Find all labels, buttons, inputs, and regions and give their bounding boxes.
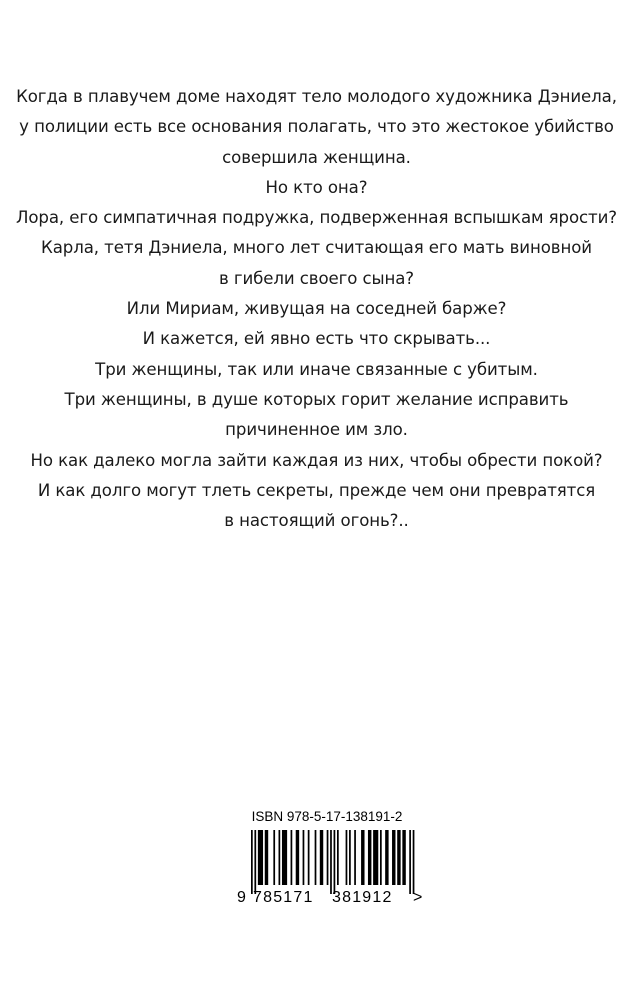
barcode-guard-bar (251, 830, 253, 894)
barcode-guard-bar (330, 830, 332, 894)
blurb-line: Но как далеко могла зайти каждая из них, чтобы обрести покой? (30, 450, 603, 470)
barcode-bar (397, 830, 400, 885)
blurb-line: причиненное им зло. (225, 420, 408, 440)
barcode-bar (373, 830, 378, 885)
barcode-bar (296, 830, 299, 885)
barcode-bar (291, 830, 293, 885)
blurb-line: Когда в плавучем доме находят тело молодого художника Дэниела, (16, 87, 617, 106)
barcode-bar (273, 830, 275, 885)
barcode-bar (265, 830, 268, 885)
barcode-bar (337, 830, 339, 885)
blurb-line: в настоящий огонь?.. (224, 511, 409, 531)
barcode-bar (320, 830, 323, 885)
blurb-line: И кажется, ей явно есть что скрывать... (142, 329, 491, 349)
barcode-bar (279, 830, 281, 885)
blurb-line: Три женщины, в душе которых горит желание исправить (64, 389, 569, 409)
barcode-bar (349, 830, 351, 885)
blurb-line: совершила женщина. (222, 147, 411, 167)
barcode-bar (308, 830, 310, 885)
blurb-line: Но кто она? (265, 177, 368, 197)
blurb-line: Лора, его симпатичная подружка, подверженная вспышкам ярости? (16, 208, 617, 228)
isbn-barcode (237, 808, 427, 913)
barcode-bar (385, 830, 388, 885)
blurb-line: у полиции есть все основания полагать, что это жестокое убийство (19, 117, 614, 137)
barcode-lead-digit: 9 (237, 889, 246, 906)
barcode-bar (315, 830, 317, 885)
barcode-guard-bar (254, 830, 256, 894)
barcode-bar (402, 830, 405, 885)
barcode-right-digits: 381912 (332, 889, 393, 906)
blurb-line: И как долго могут тлеть секреты, прежде чем они превратятся (37, 480, 596, 500)
blurb-line: Или Мириам, живущая на соседней барже? (126, 299, 507, 319)
barcode-bar (303, 830, 305, 885)
barcode-bar (346, 830, 348, 885)
barcode-bar (380, 830, 382, 885)
barcode-digits (237, 886, 427, 910)
barcode-bar (368, 830, 371, 885)
barcode-guard-bar (409, 830, 411, 894)
cover-blurb (0, 82, 633, 536)
barcode-bar (361, 830, 364, 885)
blurb-line: Три женщины, так или иначе связанные с убитым. (95, 359, 538, 379)
blurb-line: Карла, тетя Дэниела, много лет считающая его мать виновной (41, 238, 592, 258)
barcode-bar (327, 830, 329, 885)
barcode-bar (392, 830, 395, 885)
barcode-guard-bar (334, 830, 336, 894)
barcode-quiet-zone-mark: > (413, 889, 423, 906)
barcode-left-digits: 785171 (253, 889, 314, 906)
barcode-guard-bar (413, 830, 415, 894)
isbn-label: ISBN 978-5-17-138191-2 (251, 809, 403, 824)
barcode-bar (354, 830, 356, 885)
barcode-bar (282, 830, 287, 885)
blurb-line: в гибели своего сына? (218, 268, 415, 288)
barcode-bar (258, 830, 263, 885)
